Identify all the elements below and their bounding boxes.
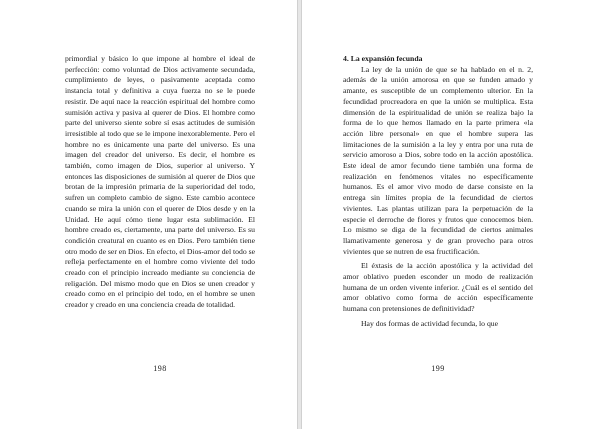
right-paragraph-2: El éxtasis de la acción apostólica y la actividad del amor oblativo pueden esconder un modo de realización humana de un orden vivente inferior. ¿Cuál es el sentido del amor oblativo como forma de acción específicamente humana con pretensiones de definitividad? (343, 261, 533, 314)
left-page-text (65, 54, 255, 311)
left-page (0, 0, 298, 429)
right-page-number: 199 (431, 364, 445, 373)
right-paragraph-1: La ley de la unión de que se ha hablado en el n. 2, además de la unión amorosa en que se funden amado y amante, es susceptible de un complemento ulterior. En la fecundidad procreadora en que la unión se multiplica. Esta dimensión de la espiritualidad de unión se realiza bajo la forma de lo que hemos llamado en la parte primera «la acción libre personal» en que el hombre supera las limitaciones de la sumisión a la ley y entra por una ruta de servicio amoroso a Dios, sobre todo en la acción apostólica. Este ideal de amor fecundo tiene también una forma de realización en fenómenos vitales no específicamente humanos. Es el amor vivo modo de darse consiste en la entrega sin límites propia de la fecundidad de ciertos vivientes. Las plantas utilizan para la perpetuación de la especie el derroche de flores y frutos que conocemos bien. Lo mismo se diga de la fecundidad de ciertos animales llamativamente generosa y de gran provecho para otros vivientes que se nutren de esa fructificación. (343, 64, 533, 256)
left-page-number: 198 (153, 364, 167, 373)
right-page (301, 0, 599, 429)
section-heading: 4. La expansión fecunda (343, 54, 423, 63)
left-paragraph-1: primordial y básico lo que impone al hombre el ideal de perfección: como voluntad de Dios activamente secundada, cumplimiento de leyes, o pasivamente aceptada como instancia total y definitiva a cuya fuerza no se le puede resistir. De aquí nace la reacción espiritual del hombre como sumisión activa y pasiva al querer de Dios. El hombre como parte del universo siente sobre sí esas actitudes de sumisión irresistible al todo que se le impone inexorablemente. Pero el hombre no es únicamente una parte del universo. Es una imagen del creador del universo. Es decir, el hombre es también, como imagen de Dios, superior al universo. Y entonces las disposiciones de sumisión al querer de Dios que brotan de la impresión primaria de la superioridad del todo, sufren un completo cambio de signo. Este cambio acontece cuando se mira la unión con el querer de Dios desde y en la Unidad. He aquí cómo tiene lugar esta sublimación. El hombre creado es, ciertamente, una parte del universo. Es su condición creatural en cuanto es en Dios. Pero también tiene otro modo de ser en Dios. En efecto, el Dios-amor del todo se refleja perfectamente en el hombre como viviente del todo creado con el principio increado mediante su conciencia de religación. Del mismo modo que en Dios se unen creador y creado como en el principio del todo, en el hombre se unen creador y creado en una conciencia creada de totalidad. (65, 54, 256, 310)
right-paragraph-3: Hay dos formas de actividad fecunda, lo que (361, 318, 499, 328)
right-page-text (343, 54, 533, 330)
